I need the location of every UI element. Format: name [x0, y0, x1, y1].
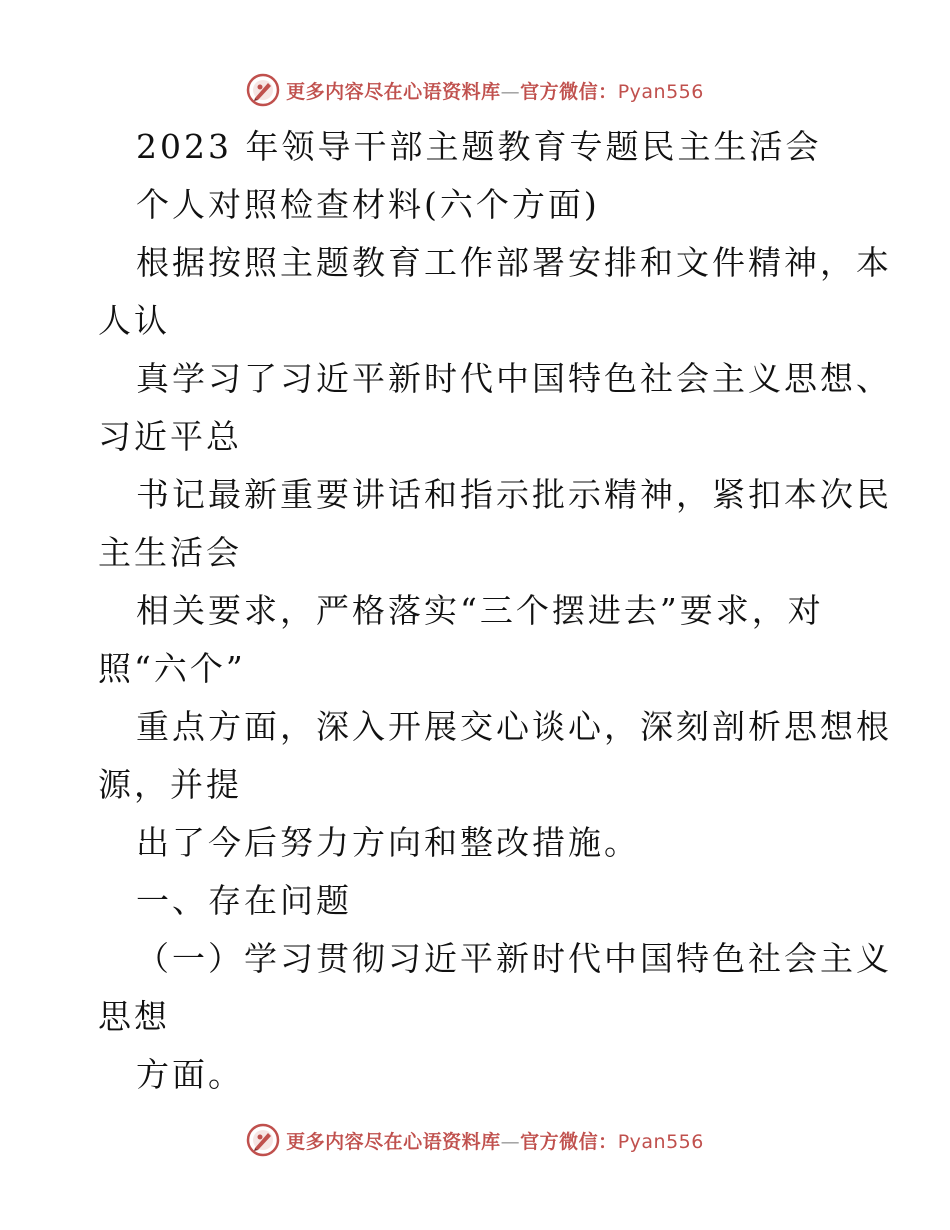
- banner-dash: —: [500, 80, 521, 103]
- document-line: 出了今后努力方向和整改措施。: [136, 823, 640, 862]
- document-line: 重点方面，深入开展交心谈心，深刻剖析思想根: [136, 707, 892, 746]
- document-line: 主生活会: [98, 533, 242, 572]
- banner-wechat-id: Pyan556: [617, 80, 704, 103]
- document-line: 相关要求，严格落实“三个摆进去”要求，对: [136, 591, 824, 630]
- document-line: 真学习了习近平新时代中国特色社会主义思想、: [136, 359, 892, 398]
- document-line: 人认: [98, 301, 170, 340]
- document-line: 源，并提: [98, 765, 242, 804]
- document-body: [98, 118, 892, 1104]
- document-line: 个人对照检查材料(六个方面): [136, 185, 600, 224]
- document-line: 方面。: [136, 1055, 244, 1094]
- banner-text: [286, 77, 704, 104]
- document-line: 2023 年领导干部主题教育专题民主生活会: [136, 127, 822, 166]
- pen-logo-icon: [246, 73, 280, 107]
- document-line: 照“六个”: [98, 649, 246, 688]
- document-line: 习近平总: [98, 417, 242, 456]
- document-line: 一、存在问题: [136, 881, 352, 920]
- banner-official-label: 官方微信：: [520, 80, 618, 103]
- document-line: （一）学习贯彻习近平新时代中国特色社会主义: [136, 939, 892, 978]
- banner-official-label: 官方微信：: [520, 1130, 618, 1153]
- document-line: 书记最新重要讲话和指示批示精神，紧扣本次民: [136, 475, 892, 514]
- banner-wechat-id: Pyan556: [617, 1130, 704, 1153]
- banner-text: [286, 1127, 704, 1154]
- banner-dash: —: [500, 1130, 521, 1153]
- header-watermark-banner: [0, 70, 950, 110]
- document-line: 思想: [98, 997, 170, 1036]
- document-line: 根据按照主题教育工作部署安排和文件精神，本: [136, 243, 892, 282]
- banner-site-text: 更多内容尽在心语资料库: [286, 1130, 501, 1153]
- pen-logo-icon: [246, 1123, 280, 1157]
- banner-site-text: 更多内容尽在心语资料库: [286, 80, 501, 103]
- footer-watermark-banner: [0, 1120, 950, 1160]
